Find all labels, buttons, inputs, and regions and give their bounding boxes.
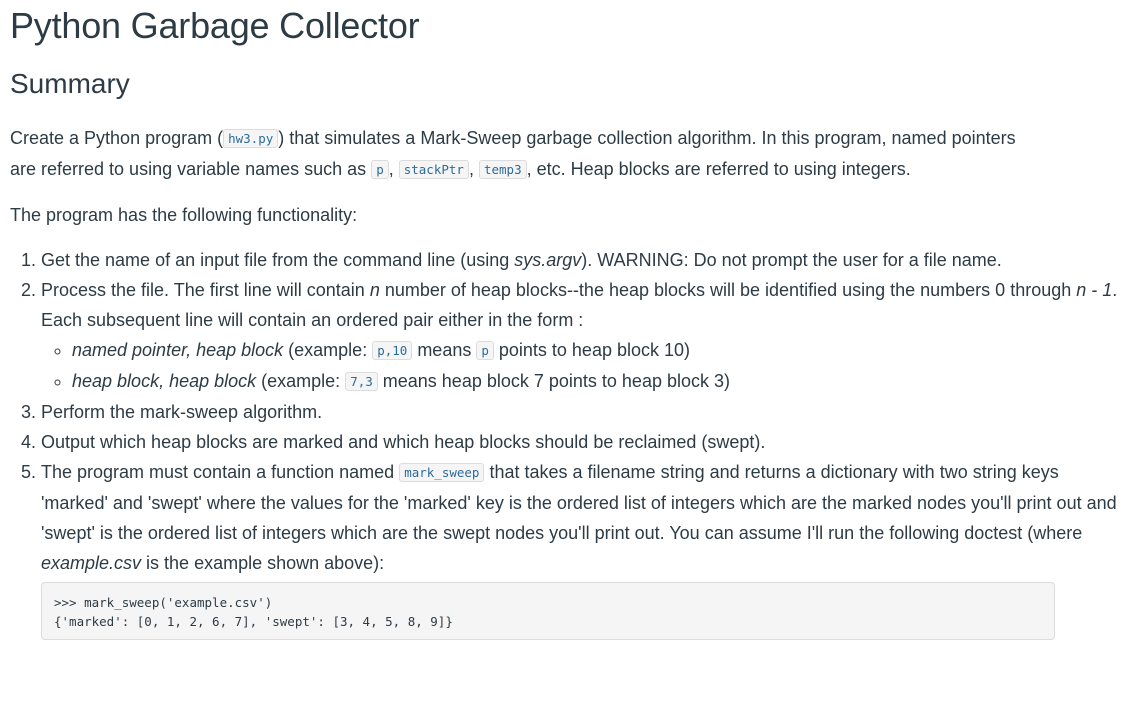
intro-text: ) that simulates a Mark-Sweep garbage collection algorithm. In this program, named pointers are referred to using variable names such as <box>10 128 1016 179</box>
page-title: Python Garbage Collector <box>10 5 420 46</box>
form-text: points to heap block 10) <box>493 340 691 360</box>
intro-text: , <box>388 159 399 179</box>
code-p: p <box>476 341 494 360</box>
functionality-intro: The program has the following functionality: <box>10 205 358 225</box>
code-mark-sweep: mark_sweep <box>399 463 484 482</box>
step-emphasis: n - 1 <box>1076 280 1113 300</box>
page-content <box>0 4 1140 640</box>
step-text: Process the file. The first line will contain <box>41 280 370 300</box>
intro-text: , etc. Heap blocks are referred to using integers. <box>526 159 911 179</box>
steps-list <box>10 245 1130 640</box>
form-list <box>41 335 1130 397</box>
form-text: means heap block 7 points to heap block 3) <box>377 371 730 391</box>
summary-heading: Summary <box>10 68 130 99</box>
code-example-pointer: p,10 <box>372 341 412 360</box>
intro-text: Create a Python program ( <box>10 128 224 148</box>
step-emphasis: example.csv <box>41 553 142 573</box>
form-emphasis: heap block, heap block <box>72 371 257 391</box>
step-emphasis: sys.argv <box>514 250 582 270</box>
doctest-code-block <box>41 582 1055 640</box>
intro-text: , <box>468 159 479 179</box>
step-text: Get the name of an input file from the command line (using <box>41 250 515 270</box>
step-text: that takes a filename string and returns a dictionary with two string keys 'marked' and 'swept' where the values for the 'marked' key is the ordered list of integers which are the marked nodes you'll print out and 'swept' is the ordered list of integers which are the swept nodes you'll print out. You can assume I'll run the following doctest (where <box>41 462 1117 543</box>
step-text: is the example shown above): <box>141 553 385 573</box>
form-item-named-pointer <box>72 335 1130 366</box>
step-2 <box>41 275 1130 397</box>
form-item-heap-block <box>72 366 1130 397</box>
doctest-line-2: {'marked': [0, 1, 2, 6, 7], 'swept': [3, 4, 5, 8, 9]} <box>54 614 453 629</box>
step-3: 3. Perform the mark-sweep algorithm. <box>41 397 1130 427</box>
step-4: 4. Output which heap blocks are marked and which heap blocks should be reclaimed (swept). <box>41 427 1130 457</box>
form-text: (example: <box>283 340 373 360</box>
step-1 <box>41 245 1041 275</box>
intro-paragraph <box>10 123 1040 185</box>
step-text: . Each subsequent line will contain an ordered pair either in the form : <box>41 280 1118 330</box>
form-emphasis: named pointer, heap block <box>72 340 284 360</box>
form-text: means <box>412 340 477 360</box>
code-p: p <box>371 160 389 179</box>
code-example-block: 7,3 <box>345 372 378 391</box>
form-text: (example: <box>256 371 346 391</box>
step-text: number of heap blocks--the heap blocks will be identified using the numbers 0 through <box>379 280 1077 300</box>
file-code: hw3.py <box>223 129 278 148</box>
step-text: The program must contain a function named <box>41 462 400 482</box>
step-emphasis: n <box>369 280 380 300</box>
step-text: ). WARNING: Do not prompt the user for a file name. <box>581 250 1002 270</box>
step-5 <box>41 457 1130 640</box>
code-temp3: temp3 <box>479 160 527 179</box>
code-stackptr: stackPtr <box>399 160 469 179</box>
doctest-line-1: >>> mark_sweep('example.csv') <box>54 595 273 610</box>
